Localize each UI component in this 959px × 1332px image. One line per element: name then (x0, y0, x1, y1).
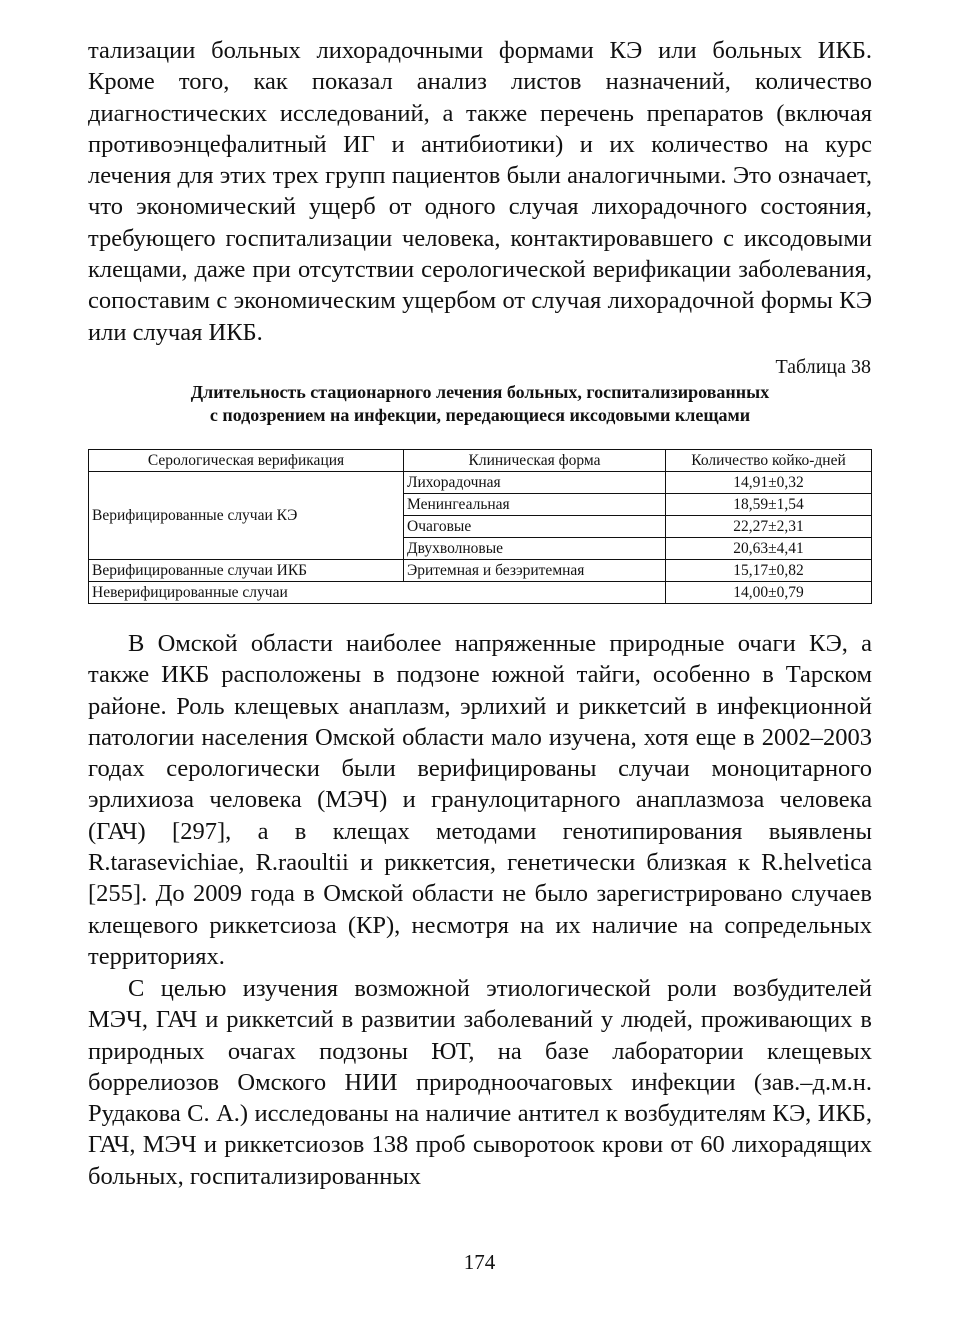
treatment-duration-table (88, 449, 872, 604)
clinical-form-cell: Очаговые (404, 516, 666, 538)
table-title-line-1: Длительность стационарного лечения больных, госпитализированных (190, 382, 770, 402)
header-bed-days: Количество койко-дней (666, 450, 872, 472)
paragraph-2: В Омской области наиболее напряженные природные очаги КЭ, а также ИКБ расположены в подзоне южной тайги, особенно в Тарском районе. Роль клещевых анаплазм, эрлихий и риккетсий в инфекционной патологии населения Омской области мало изучена, хотя еще в 2002–2003 годах серологически были верифицированы случаи моноцитарного эрлихиоза человека (МЭЧ) и гранулоцитарного анаплазмоза человека (ГАЧ) [297], а в клещах методами генотипирования выявлены R.tarasevichiae, R.raoultii и риккетсия, генетически близкая к R.helvetica [255]. До 2009 года в Омской области не было зарегистрировано случаев клещевого риккетсиоза (КР), несмотря на их наличие на сопредельных территориях. (88, 630, 872, 970)
table-title (88, 381, 872, 427)
clinical-form-cell: Менингеальная (404, 494, 666, 516)
bed-days-cell: 22,27±2,31 (666, 516, 872, 538)
table-row (89, 582, 872, 604)
bed-days-cell: 20,63±4,41 (666, 538, 872, 560)
table-row (89, 472, 872, 494)
bed-days-cell: 14,91±0,32 (666, 472, 872, 494)
table-title-line-2: с подозрением на инфекции, передающиеся иксодовыми клещами (209, 405, 751, 425)
header-clinical-form: Клиническая форма (404, 450, 666, 472)
group-unverified: Неверифицированные случаи (89, 582, 666, 604)
group-verified-ke: Верифицированные случаи КЭ (89, 472, 404, 560)
page-number: 174 (463, 1250, 496, 1274)
header-serological-verification: Серологическая верификация (89, 450, 404, 472)
table-label: Таблица 38 (775, 356, 871, 378)
clinical-form-cell: Эритемная и безэритемная (404, 560, 666, 582)
bed-days-cell: 18,59±1,54 (666, 494, 872, 516)
table-row (89, 560, 872, 582)
paragraph-3: С целью изучения возможной этиологической роли возбудителей МЭЧ, ГАЧ и риккетсий в развитии заболеваний у людей, проживающих в природных очагах подзоны ЮТ, на базе лаборатории клещевых боррелиозов Омского НИИ природноочаговых инфекции (зав.–д.м.н. Рудакова С. А.) исследованы на наличие антител к возбудителям КЭ, ИКБ, ГАЧ, МЭЧ и риккетсиозов 138 проб сыворотоок крови от 60 лихорадящих больных, госпитализированных (88, 975, 872, 1190)
clinical-form-cell: Двухволновые (404, 538, 666, 560)
clinical-form-cell: Лихорадочная (404, 472, 666, 494)
table-header-row (89, 450, 872, 472)
bed-days-cell: 15,17±0,82 (666, 560, 872, 582)
bed-days-cell: 14,00±0,79 (666, 582, 872, 604)
paragraph-1: тализации больных лихорадочными формами КЭ или больных ИКБ. Кроме того, как показал анализ листов назначений, количество диагностических исследований, а также перечень препаратов (включая противоэнцефалитный ИГ и антибиотики) и их количество на курс лечения для этих трех групп пациентов были аналогичными. Это означает, что экономический ущерб от одного случая лихорадочного состояния, требующего госпитализации человека, контактировавшего с иксодовыми клещами, даже при отсутствии серологической верификации заболевания, сопоставим с экономическим ущербом от случая лихорадочной формы КЭ или случая ИКБ. (88, 37, 872, 346)
group-verified-ikb: Верифицированные случаи ИКБ (89, 560, 404, 582)
